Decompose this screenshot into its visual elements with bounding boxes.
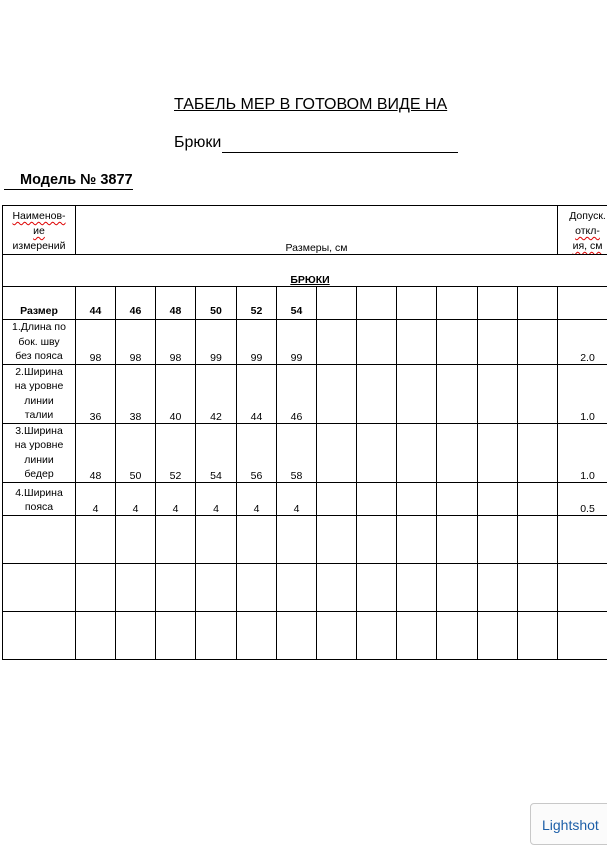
empty-cell [478,423,518,482]
empty-cell [357,364,397,423]
label-line: бок. шву [18,336,59,348]
tolerance-value: 1.0 [558,423,607,482]
empty-cell [518,563,558,611]
empty-cell [518,482,558,515]
section-row [3,255,607,287]
empty-cell [317,515,357,563]
measurement-value: 4 [196,482,237,515]
empty-cell [317,364,357,423]
measurement-value: 98 [116,320,156,365]
measurement-value: 52 [156,423,196,482]
empty-cell [397,287,437,320]
size-44: 44 [76,287,116,320]
empty-cell [397,364,437,423]
document-title: ТАБЕЛЬ МЕР В ГОТОВОМ ВИДЕ НА [174,96,447,114]
measurement-value: 4 [76,482,116,515]
empty-cell [196,563,237,611]
empty-cell [317,320,357,365]
measurement-value: 54 [196,423,237,482]
empty-cell [156,611,196,659]
table-row [3,364,607,423]
empty-cell [558,611,607,659]
empty-cell [478,364,518,423]
size-row [3,287,607,320]
size-label: Размер [3,287,76,320]
empty-cell [116,515,156,563]
empty-cell [317,287,357,320]
measurement-value: 44 [237,364,277,423]
empty-cell [558,563,607,611]
empty-cell [156,515,196,563]
empty-cell [76,611,116,659]
label-line: 1.Длина по [12,321,66,333]
empty-cell [237,563,277,611]
empty-cell [397,515,437,563]
empty-cell [437,423,478,482]
empty-row [3,515,607,563]
measurement-value: 98 [156,320,196,365]
measurement-label [3,482,76,515]
table-row [3,320,607,365]
measurement-value: 4 [156,482,196,515]
empty-cell [397,611,437,659]
empty-cell [3,563,76,611]
empty-cell [437,364,478,423]
empty-cell [397,482,437,515]
measurement-label [3,364,76,423]
empty-cell [196,515,237,563]
empty-cell [437,611,478,659]
empty-cell [156,563,196,611]
empty-cell [357,563,397,611]
empty-cell [478,287,518,320]
tolerance-value: 0.5 [558,482,607,515]
empty-cell [478,320,518,365]
empty-cell [277,515,317,563]
empty-cell [357,320,397,365]
empty-cell [397,320,437,365]
model-number: Модель № 3877 [4,172,133,190]
empty-row [3,563,607,611]
measurement-value: 99 [237,320,277,365]
header-tol-line1: Допуск. [569,210,606,222]
measurement-value: 4 [237,482,277,515]
header-name-line3: измерений [13,240,66,252]
empty-cell [237,611,277,659]
empty-cell [116,611,156,659]
measurement-value: 42 [196,364,237,423]
label-line: на уровне [15,380,64,392]
measurement-value: 98 [76,320,116,365]
empty-cell [478,482,518,515]
empty-cell [76,515,116,563]
empty-cell [76,563,116,611]
empty-cell [237,515,277,563]
empty-cell [357,482,397,515]
measurement-value: 56 [237,423,277,482]
label-line: пояса [25,501,53,513]
label-line: бедер [24,468,53,480]
lightshot-label: Lightshot [542,817,599,833]
measurement-label [3,423,76,482]
empty-cell [317,611,357,659]
measurement-label [3,320,76,365]
empty-cell [397,563,437,611]
empty-cell [437,482,478,515]
measurement-value: 40 [156,364,196,423]
subtitle-underline [222,152,458,153]
empty-cell [478,515,518,563]
empty-cell [196,611,237,659]
label-line: 3.Ширина [15,425,63,437]
header-name-line1: Наименов- [12,210,65,222]
header-row [3,206,607,255]
table-row [3,423,607,482]
measurement-value: 38 [116,364,156,423]
header-name-cell [3,206,76,255]
garment-subtitle: Брюки [174,134,221,152]
empty-cell [317,482,357,515]
header-name-line2: ие [33,225,45,237]
size-50: 50 [196,287,237,320]
tolerance-value: 2.0 [558,320,607,365]
empty-cell [437,515,478,563]
label-line: без пояса [15,350,63,362]
empty-cell [397,423,437,482]
empty-cell [558,287,607,320]
empty-cell [518,515,558,563]
section-title: БРЮКИ [3,255,607,287]
empty-cell [357,423,397,482]
size-46: 46 [116,287,156,320]
measurement-value: 99 [196,320,237,365]
label-line: талии [25,409,53,421]
empty-cell [518,423,558,482]
header-tol-line2: откл- [575,225,600,237]
header-tol-line3: ия, см [573,240,603,252]
empty-cell [317,423,357,482]
empty-cell [3,611,76,659]
label-line: на уровне [15,439,64,451]
table-row [3,482,607,515]
empty-cell [357,611,397,659]
label-line: 2.Ширина [15,366,63,378]
empty-cell [558,515,607,563]
measurement-value: 4 [277,482,317,515]
empty-cell [357,515,397,563]
measurement-value: 58 [277,423,317,482]
measurement-value: 46 [277,364,317,423]
empty-cell [478,611,518,659]
empty-row [3,611,607,659]
empty-cell [277,611,317,659]
empty-cell [437,563,478,611]
measurement-value: 36 [76,364,116,423]
empty-cell [478,563,518,611]
tolerance-value: 1.0 [558,364,607,423]
empty-cell [518,611,558,659]
empty-cell [3,515,76,563]
size-48: 48 [156,287,196,320]
measurement-value: 99 [277,320,317,365]
size-54: 54 [277,287,317,320]
label-line: линии [24,395,54,407]
empty-cell [518,287,558,320]
empty-cell [437,320,478,365]
lightshot-badge[interactable] [530,803,607,845]
measurement-value: 48 [76,423,116,482]
empty-cell [317,563,357,611]
size-52: 52 [237,287,277,320]
label-line: 4.Ширина [15,487,63,499]
measurement-value: 50 [116,423,156,482]
empty-cell [518,364,558,423]
empty-cell [277,563,317,611]
empty-cell [437,287,478,320]
header-sizes-cell: Размеры, см [76,206,558,255]
empty-cell [357,287,397,320]
measurement-value: 4 [116,482,156,515]
empty-cell [518,320,558,365]
empty-cell [116,563,156,611]
measurements-table [2,205,607,660]
label-line: линии [24,454,54,466]
header-tolerance-cell [558,206,607,255]
